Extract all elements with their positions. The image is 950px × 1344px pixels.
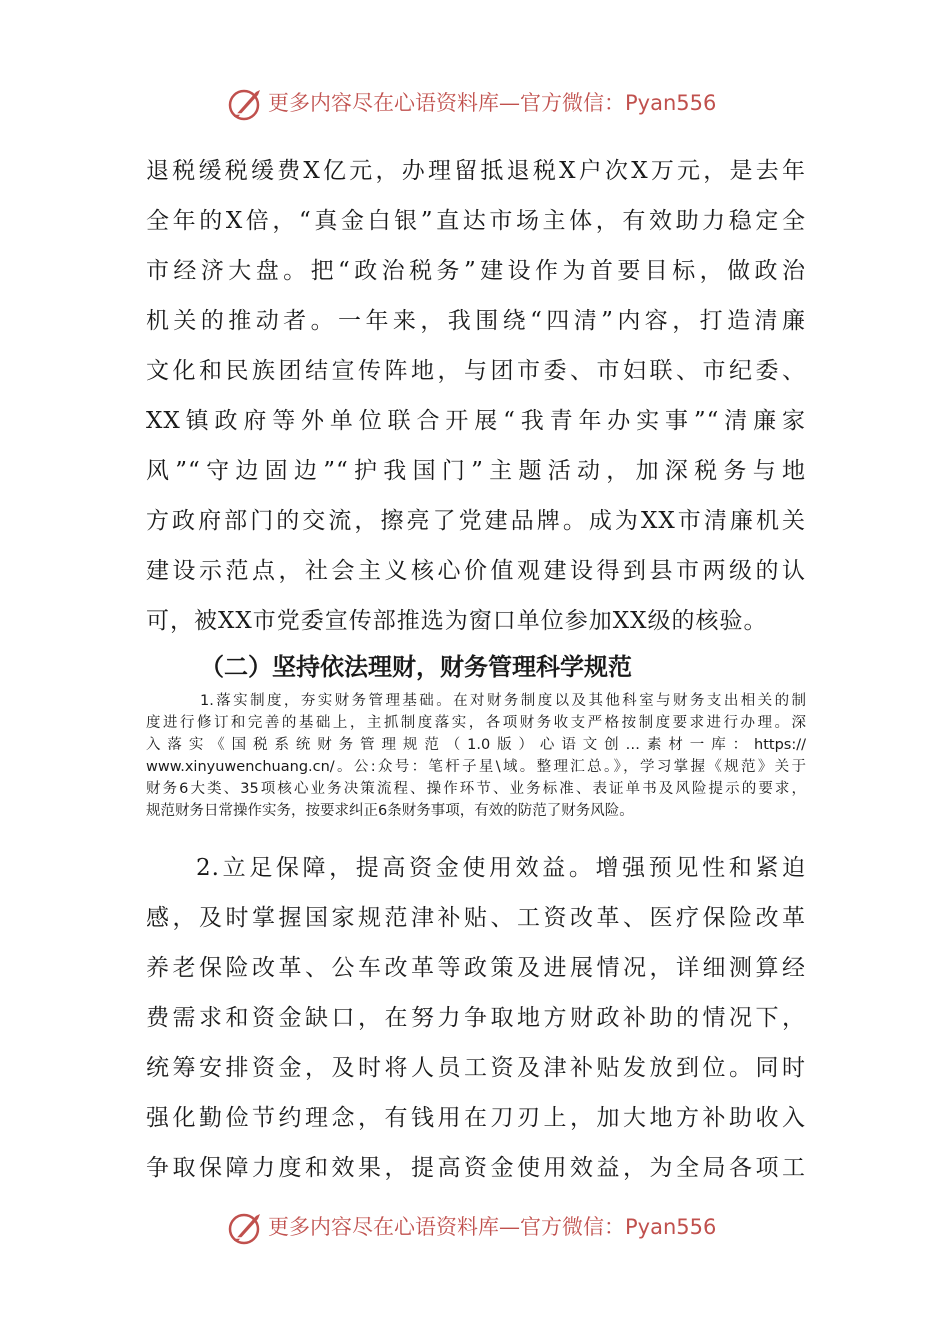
small-para-line: 度进行修订和完善的基础上，主抓制度落实，各项财务收支严格按制度要求进行办理。深 [146,715,806,731]
body-line: 争取保障力度和效果，提高资金使用效益，为全局各项工 [146,1155,806,1181]
quill-logo-icon [226,1208,266,1248]
body-line: 风”“守边固边”“护我国门”主题活动，加深税务与地 [146,458,806,484]
body-line: 机关的推动者。一年来，我围绕“四清”内容，打造清廉 [146,308,806,334]
body-line: 费需求和资金缺口，在努力争取地方财政补助的情况下， [146,1005,806,1031]
wechat-id: Pyan556 [625,91,717,115]
body-line: 统筹安排资金，及时将人员工资及津补贴发放到位。同时 [146,1055,806,1081]
body-line: 可，被XX市党委宣传部推选为窗口单位参加XX级的核验。 [146,608,768,634]
banner-text: 更多内容尽在心语资料库—官方微信：Pyan556 [268,1215,717,1239]
body-line: 全年的X倍，“真金白银”直达市场主体，有效助力稳定全 [146,208,806,234]
body-line: 感，及时掌握国家规范津补贴、工资改革、医疗保险改革 [146,905,806,931]
body-line: 退税缓税缓费X亿元，办理留抵退税X户次X万元，是去年 [146,158,806,184]
small-para-line: www.xinyuwenchuang.cn/。公:众号：笔杆子星\域。整理汇总。》，学习掌握《规范》关于 [146,759,806,775]
small-para-line: 规范财务日常操作实务，按要求纠正6条财务事项，有效的防范了财务风险。 [146,803,634,819]
small-para-line: 入落实《国税系统财务管理规范（1.0版）心语文创…素材一库：https:// [146,737,806,753]
body-line: XX镇政府等外单位联合开展“我青年办实事”“清廉家 [146,408,806,434]
body-line: 建设示范点，社会主义核心价值观建设得到县市两级的认 [146,558,806,584]
quill-logo-icon [226,84,266,124]
body-line: 市经济大盘。把“政治税务”建设作为首要目标，做政治 [146,258,806,284]
footer-banner [0,1206,950,1250]
body-line: 文化和民族团结宣传阵地，与团市委、市妇联、市纪委、 [146,358,806,384]
body-line: 2.立足保障，提高资金使用效益。增强预见性和紧迫 [196,855,806,881]
small-para-line: 1.落实制度，夯实财务管理基础。在对财务制度以及其他科室与财务支出相关的制 [200,693,806,709]
wechat-id: Pyan556 [625,1215,717,1239]
header-banner [0,82,950,126]
body-line: 强化勤俭节约理念，有钱用在刀刃上，加大地方补助收入 [146,1105,806,1131]
banner-text: 更多内容尽在心语资料库—官方微信：Pyan556 [268,91,717,115]
body-line: 方政府部门的交流，擦亮了党建品牌。成为XX市清廉机关 [146,508,806,534]
section-heading: （二）坚持依法理财，财务管理科学规范 [200,653,632,681]
small-para-line: 财务6大类、35项核心业务决策流程、操作环节、业务标准、表证单书及风险提示的要求， [146,781,806,797]
body-line: 养老保险改革、公车改革等政策及进展情况，详细测算经 [146,955,806,981]
